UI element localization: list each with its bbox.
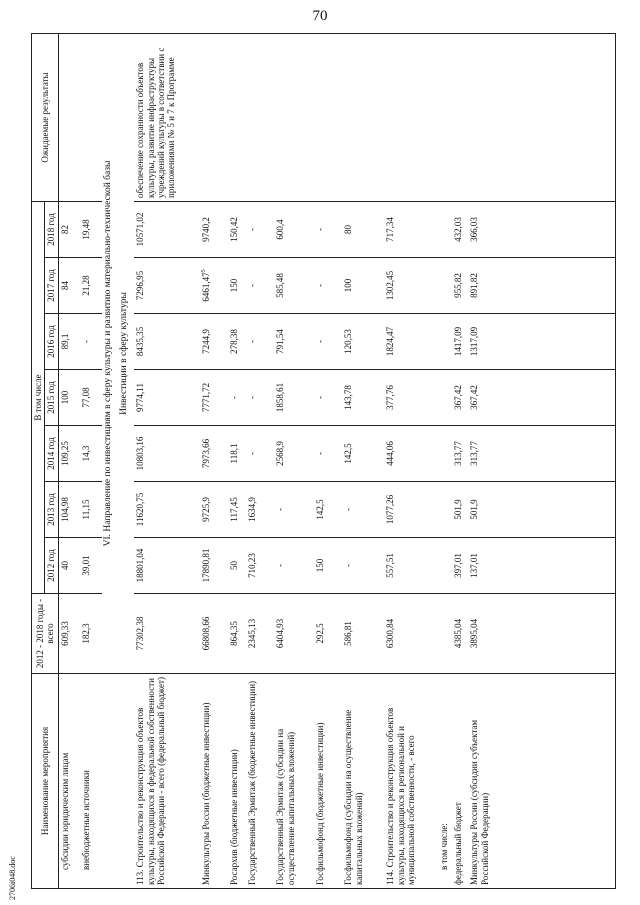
row-result (246, 33, 274, 201)
row-result (384, 33, 438, 201)
row-value: 7973,66 (200, 426, 228, 482)
header-year: 2016 год (45, 314, 58, 370)
subsection-row (118, 33, 134, 888)
table-row (314, 33, 342, 888)
row-result (200, 33, 228, 201)
row-name: в том числе: (438, 674, 452, 889)
row-value: 1077,26 (384, 482, 438, 538)
row-value: 585,48 (274, 258, 314, 314)
table-row (274, 33, 314, 888)
table-row (200, 33, 228, 888)
row-total: 66808,66 (200, 594, 228, 674)
row-name: Госфильмофонд (бюджетные инвестиции) (314, 674, 342, 889)
row-value: 117,45 (228, 482, 246, 538)
row-value: 9740,2 (200, 201, 228, 257)
row-value: - (228, 370, 246, 426)
row-value: 21,28 (80, 258, 102, 314)
row-value: - (246, 314, 274, 370)
document-code (8, 820, 22, 900)
row-value: - (314, 258, 342, 314)
header-year: 2015 год (45, 370, 58, 426)
row-result (342, 33, 384, 201)
header-name: Наименование мероприятия (32, 674, 59, 889)
row-value: 150 (314, 538, 342, 594)
row-value: 80 (342, 201, 384, 257)
row-value: 1858,61 (274, 370, 314, 426)
row-result (452, 33, 468, 201)
row-result (58, 33, 80, 201)
row-value: 100 (58, 370, 80, 426)
row-value: 6461,47 (201, 272, 212, 302)
table-row (384, 33, 438, 888)
row-value: 717,34 (384, 201, 438, 257)
row-value: 7771,72 (200, 370, 228, 426)
row-result (314, 33, 342, 201)
row-name: субсидии юридическим лицам (58, 674, 80, 889)
row-value: - (274, 482, 314, 538)
row-value: 120,53 (342, 314, 384, 370)
row-result (228, 33, 246, 201)
row-value: 367,42 (452, 370, 468, 426)
row-value: 1302,45 (384, 258, 438, 314)
row-value: 10803,16 (134, 426, 200, 482)
row-value: 710,23 (246, 538, 274, 594)
header-year: 2012 год (45, 538, 58, 594)
row-value: 14,3 (80, 426, 102, 482)
row-value: 1317,09 (468, 314, 508, 370)
row-value: 84 (58, 258, 80, 314)
row-value: 791,54 (274, 314, 314, 370)
row-value: 77,08 (80, 370, 102, 426)
row-value: 397,01 (452, 538, 468, 594)
row-value: - (314, 426, 342, 482)
row-name: Минкультуры России (субсидии субъектам Российской Федерации) (468, 674, 508, 889)
table-row (342, 33, 384, 888)
row-value: 11620,75 (134, 482, 200, 538)
row-value: 150,42 (228, 201, 246, 257)
row-value: 150 (228, 258, 246, 314)
row-name: федеральный бюджет (452, 674, 468, 889)
row-name: Росархив (бюджетные инвестиции) (228, 674, 246, 889)
row-value: 2568,9 (274, 426, 314, 482)
row-value: 39,01 (80, 538, 102, 594)
row-value: 432,03 (452, 201, 468, 257)
row-value: 17890,81 (200, 538, 228, 594)
row-name: внебюджетные источники (80, 674, 102, 889)
row-value: - (314, 314, 342, 370)
row-value: 955,82 (452, 258, 468, 314)
document-code-text: 2706i048.doc (8, 856, 17, 900)
row-value: 9725,9 (200, 482, 228, 538)
footnote-mark: 5 (201, 269, 208, 273)
table-row (228, 33, 246, 888)
table-row (246, 33, 274, 888)
row-name: Государственный Эрмитаж (бюджетные инвестиции) (246, 674, 274, 889)
row-name: Госфильмофонд (субсидии на осуществление капитальных вложений) (342, 674, 384, 889)
row-name: Минкультуры России (бюджетные инвестиции) (200, 674, 228, 889)
row-value: 1824,47 (384, 314, 438, 370)
row-value: 19,48 (80, 201, 102, 257)
row-value: 89,1 (58, 314, 80, 370)
row-value: 82 (58, 201, 80, 257)
row-value: 278,38 (228, 314, 246, 370)
row-total: 3895,04 (468, 594, 508, 674)
row-value: 142,5 (342, 426, 384, 482)
row-value: 142,5 (314, 482, 342, 538)
row-value: 501,9 (452, 482, 468, 538)
row-value: 7296,95 (134, 258, 200, 314)
row-value: 9774,11 (134, 370, 200, 426)
row-value: 104,98 (58, 482, 80, 538)
row-value: 891,82 (468, 258, 508, 314)
row-value: 501,9 (468, 482, 508, 538)
header-result: Ожидаемые результаты (32, 33, 59, 201)
row-value: 137,01 (468, 538, 508, 594)
header-year: 2017 год (45, 258, 58, 314)
table-row (134, 33, 200, 888)
row-value: 7244,9 (200, 314, 228, 370)
row-value: 8435,35 (134, 314, 200, 370)
row-value: - (246, 201, 274, 257)
header-year: 2013 год (45, 482, 58, 538)
table-row (438, 33, 452, 888)
row-result: обеспечение сохранности объектов культуры, развитие инфраструктуры учреждений культуры в соответствии с приложениями № 5 и 7 к Программе (134, 33, 200, 201)
page-number: 70 (312, 8, 328, 24)
row-value: - (314, 370, 342, 426)
row-name: Государственный Эрмитаж (субсидии на осуществление капитальных вложений) (274, 674, 314, 889)
table-body (58, 33, 615, 888)
row-value: 143,78 (342, 370, 384, 426)
row-result (274, 33, 314, 201)
section-title: VI. Направление по инвестициям в сферу культуры и развитию материально-технической базы (102, 33, 118, 673)
row-value: 40 (58, 538, 80, 594)
row-value: 18801,04 (134, 538, 200, 594)
row-total: 6404,93 (274, 594, 314, 674)
row-value: 11,15 (80, 482, 102, 538)
table-row (58, 33, 80, 888)
row-value: - (342, 538, 384, 594)
row-name: 114. Строительство и реконструкция объектов культуры, находящихся в региональной и муниципальной собственности, - всего (384, 674, 438, 889)
table-row (80, 33, 102, 888)
row-value: 444,06 (384, 426, 438, 482)
row-value: 366,03 (468, 201, 508, 257)
table-row (468, 33, 508, 888)
row-value: 10571,02 (134, 201, 200, 257)
row-value: 313,77 (468, 426, 508, 482)
row-value: - (80, 314, 102, 370)
row-total: 864,35 (228, 594, 246, 674)
row-total: 609,33 (58, 594, 80, 674)
row-value: - (246, 258, 274, 314)
row-value: 600,4 (274, 201, 314, 257)
row-name: 113. Строительство и реконструкция объектов культуры, находящихся в федеральной собственности Российской Федерации - всего (федеральный бюджет) (134, 674, 200, 889)
row-result (80, 33, 102, 201)
table-header (32, 33, 59, 888)
row-value: 118,1 (228, 426, 246, 482)
row-value: - (342, 482, 384, 538)
filler-row (508, 33, 615, 888)
header-year: 2014 год (45, 426, 58, 482)
header-year: 2018 год (45, 201, 58, 257)
row-total: 4385,04 (452, 594, 468, 674)
header-total: 2012 - 2018 годы - всего (32, 594, 59, 674)
row-total: 77302,38 (134, 594, 200, 674)
row-value: - (274, 538, 314, 594)
row-value: 50 (228, 538, 246, 594)
row-value: 1417,09 (452, 314, 468, 370)
program-table (31, 33, 616, 889)
row-result (468, 33, 508, 201)
section-row (102, 33, 118, 888)
row-total: 586,81 (342, 594, 384, 674)
row-value: - (314, 201, 342, 257)
row-value: 367,42 (468, 370, 508, 426)
row-total: 182,3 (80, 594, 102, 674)
row-value: - (246, 370, 274, 426)
row-value: 109,25 (58, 426, 80, 482)
row-value: 557,51 (384, 538, 438, 594)
row-value: 100 (342, 258, 384, 314)
subsection-title: Инвестиции в сферу культуры (118, 33, 134, 673)
row-total: 292,5 (314, 594, 342, 674)
row-total: 6300,84 (384, 594, 438, 674)
row-value: 313,77 (452, 426, 468, 482)
rotated-table-container (31, 34, 616, 889)
row-total: 2345,13 (246, 594, 274, 674)
header-incl: В том числе (32, 201, 45, 593)
row-value: 377,76 (384, 370, 438, 426)
row-value: 1634,9 (246, 482, 274, 538)
table-row (452, 33, 468, 888)
row-value: - (246, 426, 274, 482)
